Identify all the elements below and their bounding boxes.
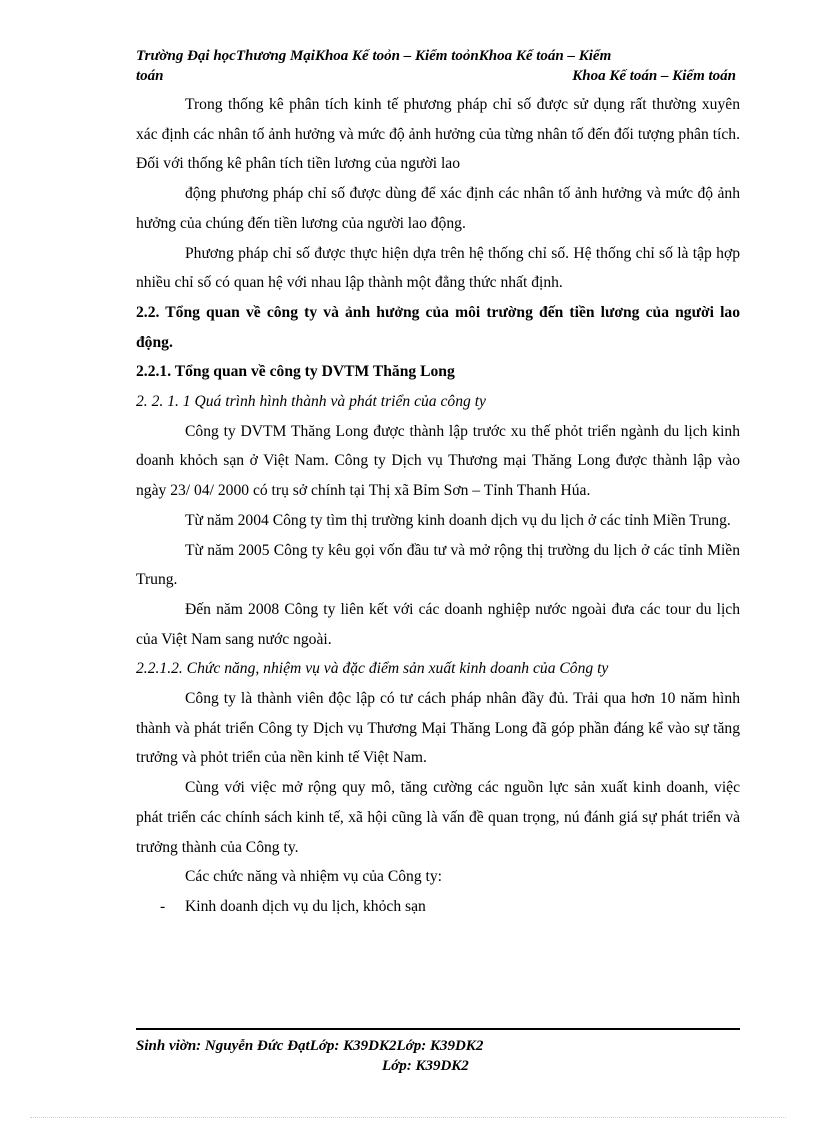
page-body <box>136 90 740 922</box>
header-line-2-right: Khoa Kế toán – Kiểm toán <box>572 68 736 84</box>
paragraph-index-wage: động phương pháp chỉ số được dùng để xác định các nhân tố ảnh hưởng và mức độ ảnh hưởng của chúng đến tiền lương của người lao động. <box>136 185 740 232</box>
footer-line-1: Sinh viờn: Nguyễn Đức ĐạtLớp: K39DK2Lớp: K39DK2 <box>136 1038 484 1054</box>
page-bottom-border <box>30 1117 786 1118</box>
header-line-2-left: toán <box>136 68 164 84</box>
heading-2-2: 2.2. Tổng quan về công ty và ảnh hưởng của môi trường đến tiền lương của người lao động. <box>136 303 740 351</box>
paragraph-2005: Từ năm 2005 Công ty kêu gọi vốn đầu tư và mở rộng thị trường du lịch ở các tỉnh Miền Trung. <box>136 541 740 589</box>
paragraph-index-method: Trong thống kê phân tích kinh tế phương pháp chỉ số được sử dụng rất thường xuyên xác định các nhân tố ảnh hưởng và mức độ ảnh hưởng của từng nhân tố đến đối tượng phân tích. Đối với thống kê phân tích tiền lương của người lao <box>136 96 740 173</box>
paragraph-2008: Đến năm 2008 Công ty liên kết với các doanh nghiệp nước ngoài đưa các tour du lịch của Việt Nam sang nước ngoài. <box>136 600 740 648</box>
list-item <box>136 892 740 922</box>
footer-line-2: Lớp: K39DK2 <box>382 1058 469 1074</box>
paragraph-functions-intro: Các chức năng và nhiệm vụ của Công ty: <box>185 868 443 886</box>
list-item-text: Kinh doanh dịch vụ du lịch, khỏch sạn <box>185 897 426 915</box>
paragraph-expansion: Cùng với việc mở rộng quy mô, tăng cường các nguồn lực sản xuất kinh doanh, việc phát triển các chính sách kinh tế, xã hội cũng là vấn đề quan trọng, nú đánh giá sự phát triển và trưởng thành của Công ty. <box>136 779 740 856</box>
heading-2-2-1-2: 2.2.1.2. Chức năng, nhiệm vụ và đặc điểm sản xuất kinh doanh của Công ty <box>136 660 609 678</box>
heading-2-2-1-1: 2. 2. 1. 1 Quá trình hình thành và phát triển của công ty <box>136 393 486 411</box>
list-dash: - <box>160 897 166 915</box>
page-footer <box>136 1036 740 1076</box>
paragraph-independent-member: Công ty là thành viên độc lập có tư cách pháp nhân đầy đủ. Trải qua hơn 10 năm hình thành và phát triển Công ty Dịch vụ Thương Mại Thăng Long đã góp phần đáng kể vào sự tăng trưởng và phỏt triển của nền kinh tế Việt Nam. <box>136 690 740 767</box>
paragraph-2004: Từ năm 2004 Công ty tìm thị trường kinh doanh dịch vụ du lịch ở các tỉnh Miền Trung. <box>185 511 731 529</box>
footer-divider <box>136 1028 740 1030</box>
header-line-1: Trường Đại họcThương MạiKhoa Kế toỏn – Kiểm toỏnKhoa Kế toán – Kiểm <box>136 48 612 64</box>
page-header <box>136 46 736 86</box>
paragraph-company-founding: Công ty DVTM Thăng Long được thành lập trước xu thế phỏt triển ngành du lịch kinh doanh khỏch sạn ở Việt Nam. Công ty Dịch vụ Thương mại Thăng Long được thành lập vào ngày 23/ 04/ 2000 có trụ sở chính tại Thị xã Bỉm Sơn – Tỉnh Thanh Húa. <box>136 422 740 500</box>
paragraph-index-system: Phương pháp chỉ số được thực hiện dựa trên hệ thống chỉ số. Hệ thống chỉ số là tập hợp nhiều chỉ số có quan hệ với nhau lập thành một đẳng thức nhất định. <box>136 244 740 292</box>
heading-2-2-1: 2.2.1. Tổng quan về công ty DVTM Thăng Long <box>136 363 455 381</box>
header-line-2 <box>136 66 736 86</box>
